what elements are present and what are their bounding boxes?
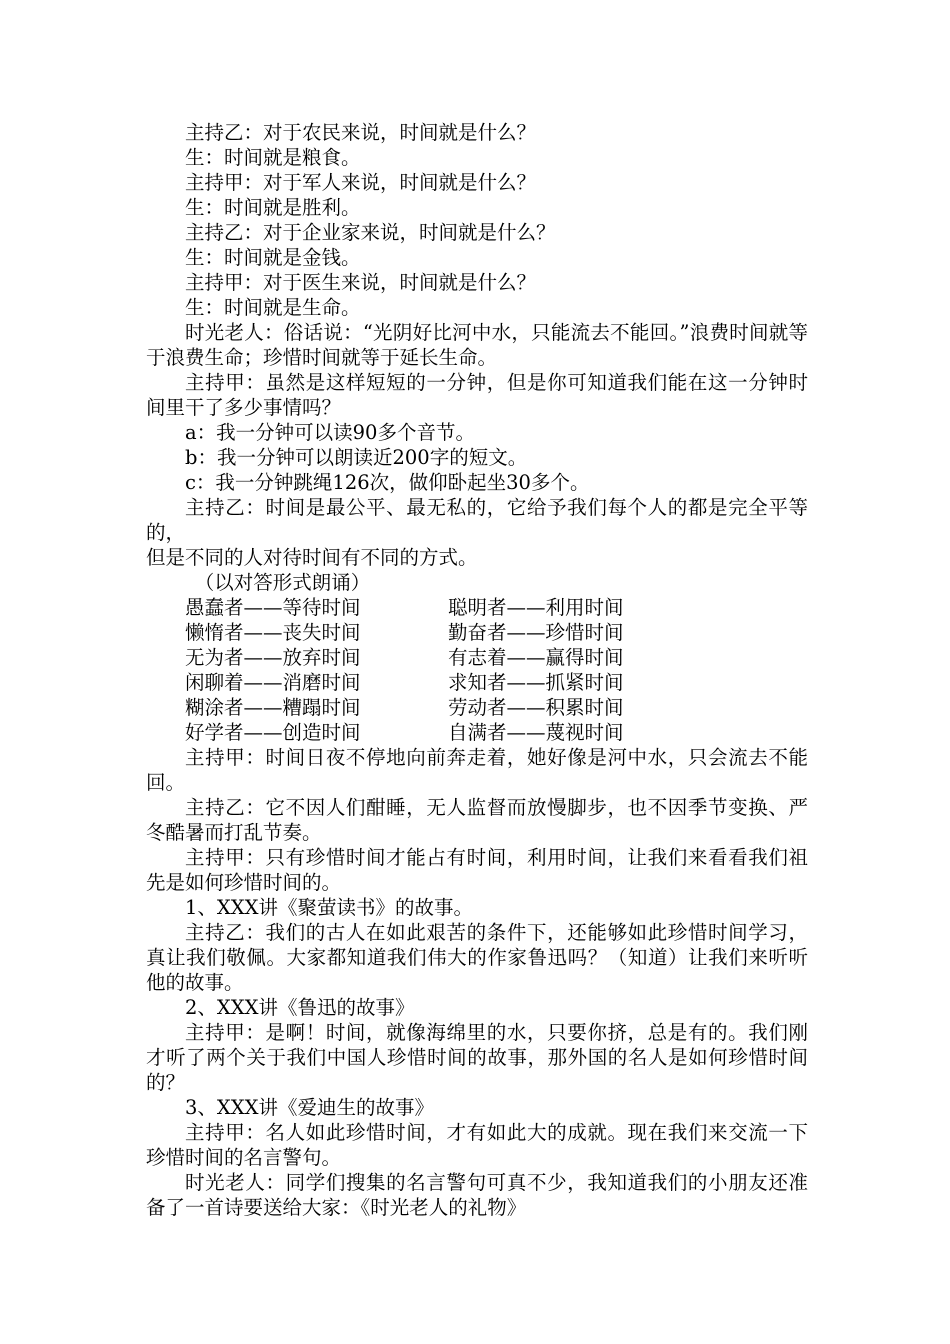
story-item: 3、XXX讲《爱迪生的故事》 — [185, 1096, 435, 1119]
dialogue-paragraph: 主持甲：是啊！时间，就像海绵里的水，只要你挤，总是有的。我们刚才听了两个关于我们中国人珍惜时间的故事，那外国的名人是如何珍惜时间的？ — [146, 1021, 808, 1094]
pair-right: 求知者——抓紧时间 — [448, 671, 624, 694]
pair-row — [146, 720, 808, 745]
pair-left: 好学者——创造时间 — [185, 721, 361, 744]
dialogue-line: 生：时间就是金钱。 — [185, 246, 361, 269]
pair-left: 愚蠢者——等待时间 — [185, 596, 361, 619]
pair-row — [146, 620, 808, 645]
pair-right: 勤奋者——珍惜时间 — [448, 621, 624, 644]
document-body — [146, 120, 808, 1220]
dialogue-line: 主持甲：对于医生来说，时间就是什么？ — [185, 271, 537, 294]
dialogue-line: 主持乙：对于农民来说，时间就是什么？ — [185, 121, 537, 144]
story-item: 1、XXX讲《聚萤读书》的故事。 — [185, 896, 474, 919]
dialogue-paragraph: 主持乙：我们的古人在如此艰苦的条件下，还能够如此珍惜时间学习，真让我们敬佩。大家都知道我们伟大的作家鲁迅吗？（知道）让我们来听听他的故事。 — [146, 921, 808, 994]
pair-row — [146, 695, 808, 720]
recitation-note: （以对答形式朗诵） — [194, 571, 371, 594]
pair-left: 糊涂者——糟蹋时间 — [185, 696, 361, 719]
dialogue-line: a：我一分钟可以读90多个音节。 — [185, 421, 475, 444]
dialogue-line-continued: 但是不同的人对待时间有不同的方式。 — [146, 546, 478, 569]
dialogue-paragraph: 时光老人：同学们搜集的名言警句可真不少，我知道我们的小朋友还准备了一首诗要送给大家：《时光老人的礼物》 — [146, 1171, 808, 1219]
recitation-pairs — [146, 595, 808, 745]
dialogue-paragraph: 主持甲：虽然是这样短短的一分钟，但是你可知道我们能在这一分钟时间里干了多少事情吗？ — [146, 371, 808, 419]
dialogue-line: 生：时间就是生命。 — [185, 296, 361, 319]
dialogue-line: c：我一分钟跳绳126次，做仰卧起坐30多个。 — [185, 471, 590, 494]
dialogue-line: 生：时间就是粮食。 — [185, 146, 361, 169]
pair-left: 无为者——放弃时间 — [185, 646, 361, 669]
story-item: 2、XXX讲《鲁迅的故事》 — [185, 996, 415, 1019]
dialogue-line: 主持乙：对于企业家来说，时间就是什么？ — [185, 221, 556, 244]
dialogue-line: 生：时间就是胜利。 — [185, 196, 361, 219]
pair-row — [146, 595, 808, 620]
dialogue-paragraph: 主持甲：时间日夜不停地向前奔走着，她好像是河中水，只会流去不能回。 — [146, 746, 808, 794]
dialogue-line: 主持甲：对于军人来说，时间就是什么？ — [185, 171, 537, 194]
pair-row — [146, 645, 808, 670]
pair-left: 懒惰者——丧失时间 — [185, 621, 361, 644]
pair-right: 有志着——赢得时间 — [448, 646, 624, 669]
pair-right: 自满者——蔑视时间 — [448, 721, 624, 744]
dialogue-paragraph: 主持乙：时间是最公平、最无私的，它给予我们每个人的都是完全平等的， — [146, 496, 808, 544]
pair-row — [146, 670, 808, 695]
pair-left: 闲聊着——消磨时间 — [185, 671, 361, 694]
dialogue-paragraph: 主持甲：只有珍惜时间才能占有时间，利用时间，让我们来看看我们祖先是如何珍惜时间的。 — [146, 846, 808, 894]
pair-right: 聪明者——利用时间 — [448, 596, 624, 619]
dialogue-paragraph: 时光老人：俗话说：“光阴好比河中水，只能流去不能回。”浪费时间就等于浪费生命；珍惜时间就等于延长生命。 — [146, 321, 808, 369]
dialogue-paragraph: 主持乙：它不因人们酣睡，无人监督而放慢脚步，也不因季节变换、严冬酷暑而打乱节奏。 — [146, 796, 808, 844]
dialogue-paragraph: 主持甲：名人如此珍惜时间，才有如此大的成就。现在我们来交流一下珍惜时间的名言警句。 — [146, 1121, 808, 1169]
dialogue-line: b：我一分钟可以朗读近200字的短文。 — [185, 446, 528, 469]
pair-right: 劳动者——积累时间 — [448, 696, 624, 719]
